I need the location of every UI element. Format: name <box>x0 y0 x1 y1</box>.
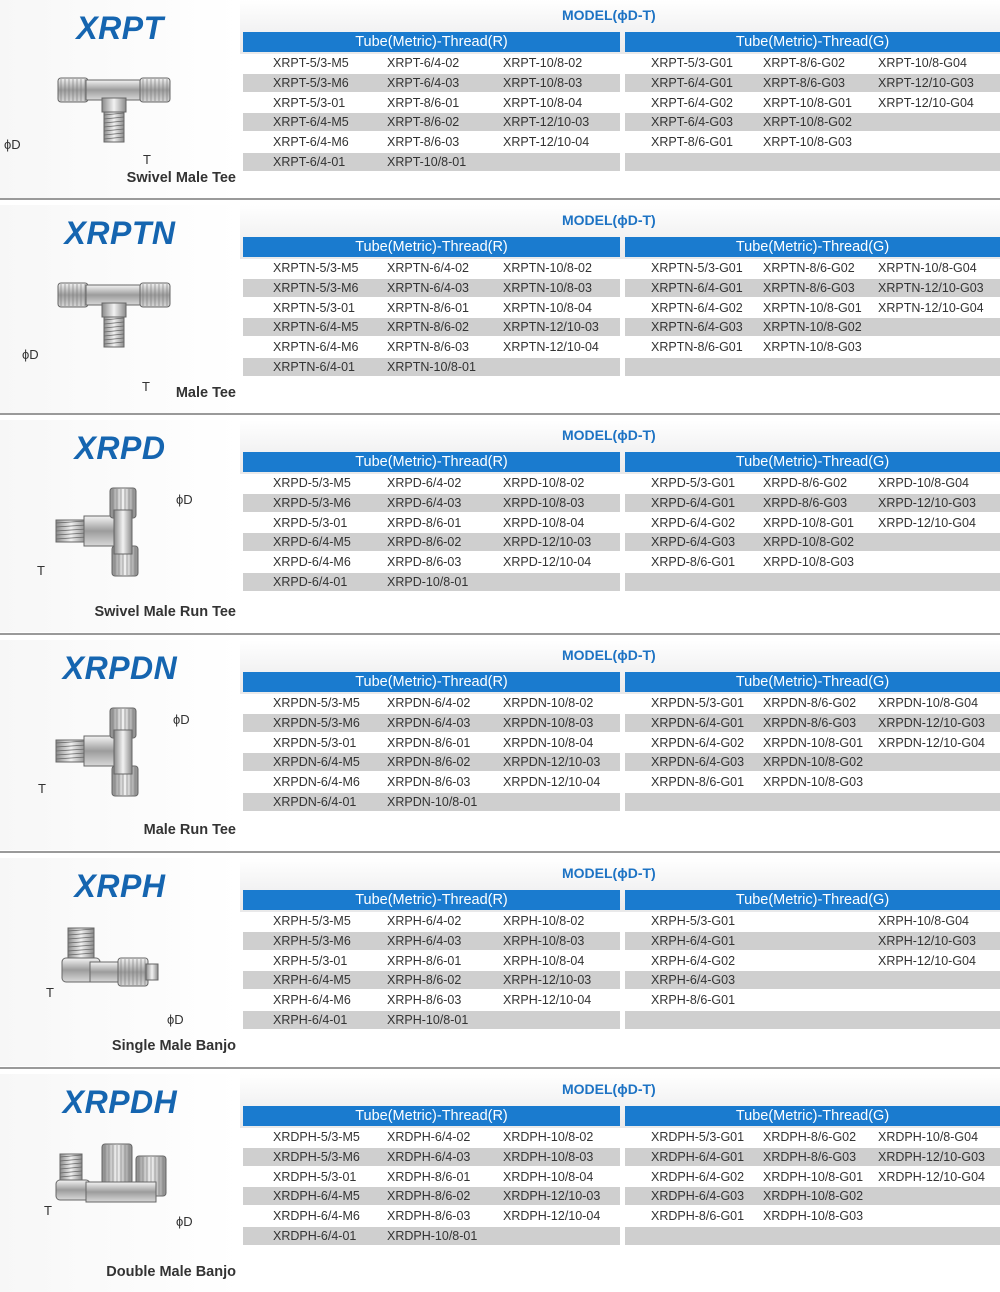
section-divider <box>0 633 1000 635</box>
fitting-image <box>50 1134 180 1239</box>
series-title: XRPTN <box>64 215 176 251</box>
model-code: XRPH-12/10-G04 <box>878 953 976 968</box>
model-code: XRDPH-12/10-G03 <box>878 1149 985 1164</box>
dimension-label-t: T <box>37 563 45 578</box>
header-thread-g: Tube(Metric)-Thread(G) <box>625 237 1000 257</box>
model-code: XRPH-5/3-01 <box>273 953 348 968</box>
model-code: XRDPH-6/4-03 <box>387 1149 471 1164</box>
model-code: XRPH-5/3-M5 <box>273 914 351 928</box>
series-title: XRPDN <box>62 650 178 686</box>
model-code: XRPTN-12/10-03 <box>503 320 599 335</box>
model-code: XRPD-6/4-M5 <box>273 535 351 550</box>
model-code: XRDPH-8/6-01 <box>387 1169 471 1184</box>
product-name <box>0 385 240 401</box>
model-code: XRPH-12/10-04 <box>503 993 592 1008</box>
model-code: XRPD-8/6-03 <box>387 555 462 570</box>
model-code: XRPT-12/10-03 <box>503 115 590 130</box>
series-title: XRPDH <box>62 1084 178 1120</box>
model-code: XRPT-5/3-G01 <box>651 56 733 70</box>
dimension-label-d: ϕD <box>4 137 21 152</box>
model-code: XRPH-5/3-M6 <box>273 933 351 948</box>
dimension-label-t: T <box>142 379 150 394</box>
model-code: XRPDN-6/4-G01 <box>651 715 745 730</box>
model-code: XRPDN-5/3-M5 <box>273 696 360 710</box>
model-code: XRPT-10/8-02 <box>503 56 583 70</box>
model-code: XRPTN-10/8-04 <box>503 300 592 315</box>
product-name-text: Swivel Male Run Tee <box>94 604 236 620</box>
fitting-image <box>50 918 180 1023</box>
model-code: XRPH-10/8-G04 <box>878 914 970 928</box>
dimension-label-t: T <box>38 781 46 796</box>
model-code: XRDPH-5/3-G01 <box>651 1130 745 1144</box>
section-divider <box>0 1067 1000 1069</box>
model-code: XRPT-10/8-G01 <box>763 95 852 110</box>
table-row <box>625 1227 1000 1245</box>
model-code: XRPT-10/8-01 <box>387 155 467 169</box>
model-code: XRPTN-6/4-G01 <box>651 280 743 295</box>
model-code: XRPDN-10/8-04 <box>503 735 594 750</box>
model-code: XRDPH-8/6-02 <box>387 1189 471 1204</box>
model-code: XRPH-10/8-03 <box>503 933 585 948</box>
model-code: XRPTN-6/4-01 <box>273 360 355 374</box>
model-code: XRDPH-12/10-03 <box>503 1189 601 1204</box>
model-code: XRPH-12/10-03 <box>503 973 592 988</box>
product-name-text: Male Tee <box>175 385 236 401</box>
model-code: XRDPH-10/8-03 <box>503 1149 594 1164</box>
model-code: XRPTN-10/8-G04 <box>878 261 977 275</box>
model-code: XRPD-10/8-G03 <box>763 555 855 570</box>
model-code: XRPTN-8/6-02 <box>387 320 469 335</box>
model-code: XRPD-10/8-01 <box>387 575 469 589</box>
model-code: XRPDN-8/6-01 <box>387 735 471 750</box>
model-code: XRPD-8/6-G01 <box>651 555 736 570</box>
header-thread-g: Tube(Metric)-Thread(G) <box>625 672 1000 692</box>
model-code: XRPH-10/8-02 <box>503 914 585 928</box>
model-code: XRPH-6/4-G01 <box>651 933 736 948</box>
model-code: XRPH-6/4-02 <box>387 914 462 928</box>
model-code: XRPDN-8/6-02 <box>387 755 471 770</box>
model-code: XRPH-6/4-G02 <box>651 953 736 968</box>
model-code: XRPT-10/8-04 <box>503 95 583 110</box>
model-code: XRDPH-10/8-01 <box>387 1229 478 1243</box>
model-heading-text: MODEL(ϕD-T) <box>562 865 656 881</box>
model-code: XRDPH-5/3-01 <box>273 1169 357 1184</box>
model-code: XRDPH-10/8-G01 <box>763 1169 864 1184</box>
model-code: XRPH-10/8-01 <box>387 1013 469 1027</box>
model-code: XRDPH-10/8-G03 <box>763 1209 864 1224</box>
model-code: XRPDN-6/4-G02 <box>651 735 745 750</box>
model-code: XRPT-8/6-02 <box>387 115 460 130</box>
model-code: XRPD-10/8-03 <box>503 495 585 510</box>
model-code: XRPD-10/8-04 <box>503 515 585 530</box>
model-code: XRPDN-12/10-G03 <box>878 715 985 730</box>
header-thread-g: Tube(Metric)-Thread(G) <box>625 452 1000 472</box>
model-code: XRPDN-10/8-G04 <box>878 696 979 710</box>
model-code: XRPD-6/4-G03 <box>651 535 736 550</box>
model-code: XRPDN-10/8-G01 <box>763 735 864 750</box>
model-code: XRPT-10/8-03 <box>503 75 583 90</box>
model-code: XRPTN-12/10-G03 <box>878 280 984 295</box>
model-code: XRDPH-12/10-G04 <box>878 1169 985 1184</box>
model-heading-text: MODEL(ϕD-T) <box>562 1081 656 1097</box>
model-code: XRPT-6/4-M6 <box>273 135 349 150</box>
model-code: XRPD-12/10-04 <box>503 555 592 570</box>
model-code: XRPDN-10/8-01 <box>387 795 478 809</box>
model-code: XRPD-12/10-G04 <box>878 515 976 530</box>
model-code: XRPD-12/10-G03 <box>878 495 976 510</box>
model-code: XRDPH-8/6-03 <box>387 1209 471 1224</box>
dimension-label-t: T <box>143 152 151 167</box>
dimension-label-d: ϕD <box>22 347 39 362</box>
model-code: XRDPH-5/3-M6 <box>273 1149 360 1164</box>
model-code: XRDPH-10/8-G02 <box>763 1189 864 1204</box>
fitting-image <box>50 700 180 805</box>
dimension-label-d: ϕD <box>173 712 190 727</box>
model-code: XRPD-8/6-01 <box>387 515 462 530</box>
model-code: XRPT-12/10-04 <box>503 135 590 150</box>
model-code: XRPH-6/4-01 <box>273 1013 348 1027</box>
model-code: XRPH-12/10-G03 <box>878 933 976 948</box>
model-code: XRPDN-8/6-G03 <box>763 715 857 730</box>
model-code: XRPDN-12/10-03 <box>503 755 601 770</box>
model-code: XRDPH-10/8-02 <box>503 1130 594 1144</box>
model-code: XRDPH-6/4-01 <box>273 1229 357 1243</box>
product-name-text: Male Run Tee <box>143 822 236 838</box>
model-code: XRPD-6/4-G01 <box>651 495 736 510</box>
model-code: XRPT-5/3-M5 <box>273 56 349 70</box>
header-thread-r: Tube(Metric)-Thread(R) <box>243 890 620 910</box>
model-code: XRPD-10/8-02 <box>503 476 585 490</box>
model-code: XRPTN-6/4-02 <box>387 261 469 275</box>
series-title: XRPT <box>76 10 164 46</box>
model-code: XRPT-8/6-G01 <box>651 135 733 150</box>
model-code: XRDPH-10/8-04 <box>503 1169 594 1184</box>
model-code: XRPT-12/10-G03 <box>878 75 974 90</box>
model-heading-text: MODEL(ϕD-T) <box>562 427 656 443</box>
model-code: XRDPH-6/4-G02 <box>651 1169 745 1184</box>
series-title: XRPD <box>74 430 166 466</box>
model-code: XRPD-6/4-G02 <box>651 515 736 530</box>
header-thread-g: Tube(Metric)-Thread(G) <box>625 890 1000 910</box>
model-code: XRPD-5/3-M6 <box>273 495 351 510</box>
model-code: XRPD-10/8-G04 <box>878 476 970 490</box>
model-code: XRPH-6/4-M6 <box>273 993 351 1008</box>
dimension-label-d: ϕD <box>176 492 193 507</box>
model-code: XRPH-8/6-G01 <box>651 993 736 1008</box>
dimension-label-t: T <box>46 985 54 1000</box>
product-name-text: Double Male Banjo <box>106 1264 236 1280</box>
model-code: XRPDN-5/3-M6 <box>273 715 360 730</box>
model-code: XRPTN-8/6-03 <box>387 340 469 355</box>
model-code: XRPDN-6/4-02 <box>387 696 471 710</box>
model-code: XRDPH-6/4-M6 <box>273 1209 360 1224</box>
section-divider <box>0 413 1000 415</box>
model-code: XRPTN-10/8-G02 <box>763 320 862 335</box>
model-code: XRPTN-12/10-04 <box>503 340 599 355</box>
header-thread-r: Tube(Metric)-Thread(R) <box>243 1106 620 1126</box>
model-code: XRPDN-5/3-01 <box>273 735 357 750</box>
model-code: XRPH-8/6-02 <box>387 973 462 988</box>
model-code: XRPDN-5/3-G01 <box>651 696 745 710</box>
model-code: XRPTN-8/6-01 <box>387 300 469 315</box>
model-code: XRPT-6/4-M5 <box>273 115 349 130</box>
product-name-text: Single Male Banjo <box>111 1038 236 1054</box>
model-heading-text: MODEL(ϕD-T) <box>562 212 656 228</box>
table-row <box>625 573 1000 591</box>
model-code: XRPDN-6/4-M5 <box>273 755 360 770</box>
model-code: XRPTN-10/8-G03 <box>763 340 862 355</box>
fitting-image <box>50 60 180 165</box>
model-code: XRPT-8/6-03 <box>387 135 460 150</box>
model-code: XRPH-5/3-G01 <box>651 914 736 928</box>
model-code: XRPTN-5/3-01 <box>273 300 355 315</box>
model-code: XRDPH-10/8-G04 <box>878 1130 979 1144</box>
product-name-text: Swivel Male Tee <box>126 170 236 186</box>
table-row <box>625 153 1000 171</box>
model-code: XRPH-10/8-04 <box>503 953 585 968</box>
model-code: XRDPH-8/6-G02 <box>763 1130 857 1144</box>
model-code: XRPTN-6/4-M6 <box>273 340 359 355</box>
model-code: XRPT-10/8-G02 <box>763 115 852 130</box>
product-name <box>0 1264 240 1280</box>
model-code: XRPT-6/4-G03 <box>651 115 733 130</box>
header-thread-r: Tube(Metric)-Thread(R) <box>243 672 620 692</box>
model-code: XRPDN-10/8-02 <box>503 696 594 710</box>
model-code: XRDPH-6/4-G01 <box>651 1149 745 1164</box>
model-code: XRPH-8/6-01 <box>387 953 462 968</box>
model-code: XRPT-6/4-02 <box>387 56 460 70</box>
model-code: XRPD-5/3-M5 <box>273 476 351 490</box>
model-code: XRDPH-8/6-G01 <box>651 1209 745 1224</box>
model-code: XRPDN-8/6-G02 <box>763 696 857 710</box>
model-code: XRDPH-6/4-M5 <box>273 1189 360 1204</box>
model-code: XRPT-6/4-G02 <box>651 95 733 110</box>
model-code: XRPT-10/8-G04 <box>878 56 967 70</box>
header-thread-g: Tube(Metric)-Thread(G) <box>625 1106 1000 1126</box>
model-code: XRPTN-10/8-G01 <box>763 300 862 315</box>
model-code: XRDPH-8/6-G03 <box>763 1149 857 1164</box>
model-code: XRPT-10/8-G03 <box>763 135 852 150</box>
product-name <box>0 604 240 620</box>
model-code: XRPD-6/4-M6 <box>273 555 351 570</box>
model-code: XRPT-12/10-G04 <box>878 95 974 110</box>
model-code: XRPDN-6/4-M6 <box>273 775 360 790</box>
model-code: XRPD-8/6-G02 <box>763 476 848 490</box>
model-code: XRDPH-6/4-02 <box>387 1130 471 1144</box>
model-code: XRPD-10/8-G01 <box>763 515 855 530</box>
model-code: XRPD-10/8-G02 <box>763 535 855 550</box>
model-code: XRPD-6/4-03 <box>387 495 462 510</box>
model-code: XRPD-8/6-02 <box>387 535 462 550</box>
model-heading-text: MODEL(ϕD-T) <box>562 647 656 663</box>
model-code: XRPDN-8/6-03 <box>387 775 471 790</box>
model-code: XRPTN-12/10-G04 <box>878 300 984 315</box>
section-divider <box>0 198 1000 200</box>
model-heading-text: MODEL(ϕD-T) <box>562 7 656 23</box>
model-code: XRPTN-8/6-G01 <box>651 340 743 355</box>
model-code: XRPTN-5/3-M6 <box>273 280 359 295</box>
header-thread-r: Tube(Metric)-Thread(R) <box>243 452 620 472</box>
section-divider <box>0 851 1000 853</box>
model-code: XRPDN-12/10-04 <box>503 775 601 790</box>
model-code: XRPH-8/6-03 <box>387 993 462 1008</box>
dimension-label-t: T <box>44 1203 52 1218</box>
model-code: XRPTN-6/4-03 <box>387 280 469 295</box>
header-thread-r: Tube(Metric)-Thread(R) <box>243 237 620 257</box>
model-code: XRPT-5/3-01 <box>273 95 346 110</box>
model-code: XRPTN-5/3-M5 <box>273 261 359 275</box>
model-code: XRPT-8/6-01 <box>387 95 460 110</box>
product-name <box>0 170 240 186</box>
model-code: XRPD-5/3-G01 <box>651 476 736 490</box>
model-code: XRPD-6/4-01 <box>273 575 348 589</box>
model-code: XRPTN-10/8-02 <box>503 261 592 275</box>
series-title: XRPH <box>74 868 166 904</box>
model-code: XRPT-6/4-G01 <box>651 75 733 90</box>
model-code: XRPT-6/4-03 <box>387 75 460 90</box>
model-code: XRPD-8/6-G03 <box>763 495 848 510</box>
table-row <box>625 1011 1000 1029</box>
table-row <box>625 358 1000 376</box>
model-code: XRPH-6/4-03 <box>387 933 462 948</box>
model-code: XRPTN-10/8-01 <box>387 360 476 374</box>
dimension-label-d: ϕD <box>176 1214 193 1229</box>
model-code: XRPT-6/4-01 <box>273 155 346 169</box>
model-code: XRPTN-6/4-M5 <box>273 320 359 335</box>
fitting-image <box>50 480 180 585</box>
model-code: XRPTN-6/4-G03 <box>651 320 743 335</box>
model-code: XRPTN-8/6-G03 <box>763 280 855 295</box>
header-thread-g: Tube(Metric)-Thread(G) <box>625 32 1000 52</box>
table-row <box>625 793 1000 811</box>
model-code: XRPTN-5/3-G01 <box>651 261 743 275</box>
model-code: XRPTN-6/4-G02 <box>651 300 743 315</box>
model-code: XRPD-5/3-01 <box>273 515 348 530</box>
model-code: XRPDN-8/6-G01 <box>651 775 745 790</box>
model-code: XRPT-8/6-G02 <box>763 56 845 70</box>
product-name <box>0 1038 240 1054</box>
fitting-image <box>50 265 180 370</box>
model-code: XRPDN-10/8-G02 <box>763 755 864 770</box>
model-code: XRPDN-12/10-G04 <box>878 735 985 750</box>
model-code: XRDPH-5/3-M5 <box>273 1130 360 1144</box>
model-code: XRPT-5/3-M6 <box>273 75 349 90</box>
model-code: XRPH-6/4-G03 <box>651 973 736 988</box>
model-code: XRPH-6/4-M5 <box>273 973 351 988</box>
model-code: XRPT-8/6-G03 <box>763 75 845 90</box>
model-code: XRPD-12/10-03 <box>503 535 592 550</box>
model-code: XRDPH-6/4-G03 <box>651 1189 745 1204</box>
model-code: XRPTN-8/6-G02 <box>763 261 855 275</box>
model-code: XRPDN-10/8-03 <box>503 715 594 730</box>
model-code: XRPTN-10/8-03 <box>503 280 592 295</box>
product-name <box>0 822 240 838</box>
model-code: XRPDN-10/8-G03 <box>763 775 864 790</box>
model-code: XRPDN-6/4-G03 <box>651 755 745 770</box>
model-code: XRPD-6/4-02 <box>387 476 462 490</box>
header-thread-r: Tube(Metric)-Thread(R) <box>243 32 620 52</box>
model-code: XRDPH-12/10-04 <box>503 1209 601 1224</box>
model-code: XRPDN-6/4-03 <box>387 715 471 730</box>
model-code: XRPDN-6/4-01 <box>273 795 357 809</box>
dimension-label-d: ϕD <box>167 1012 184 1027</box>
